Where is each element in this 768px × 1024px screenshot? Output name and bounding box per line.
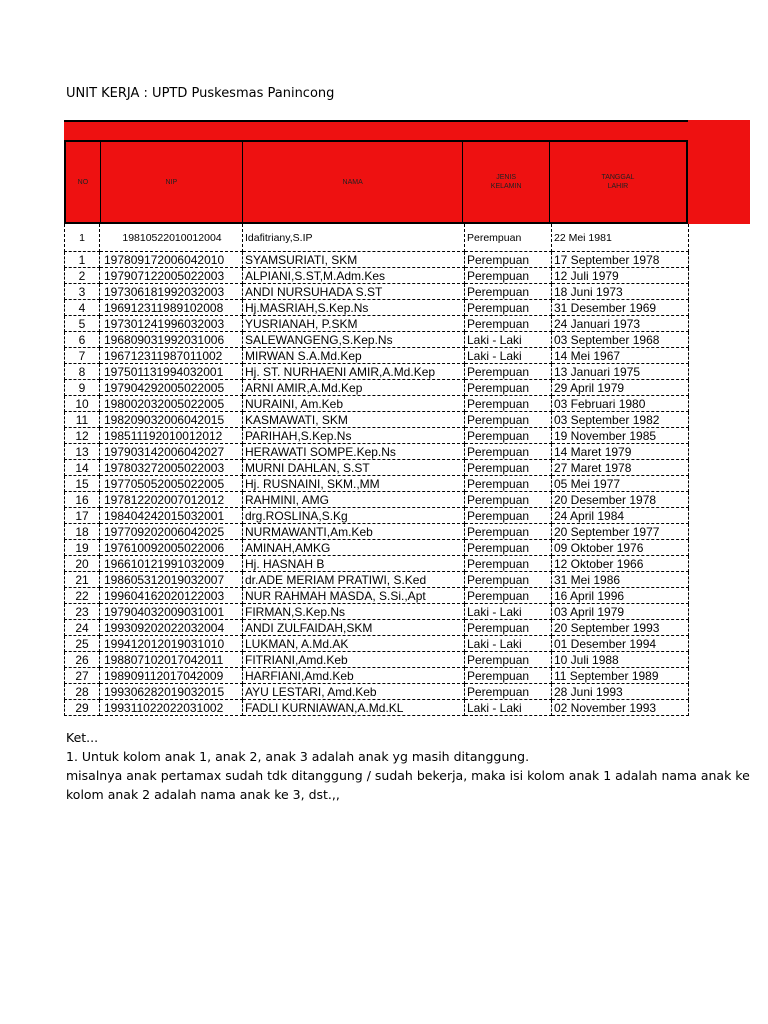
cell-jenis-kelamin: Perempuan	[465, 224, 552, 252]
cell-jenis-kelamin: Perempuan	[465, 492, 552, 508]
cell-no: 28	[65, 684, 100, 700]
cell-tanggal-lahir: 03 September 1968	[552, 332, 689, 348]
cell-no: 8	[65, 364, 100, 380]
cell-tanggal-lahir: 14 Mei 1967	[552, 348, 689, 364]
cell-tanggal-lahir: 24 April 1984	[552, 508, 689, 524]
cell-nip: 197809172006042010	[100, 252, 243, 268]
table-row	[65, 556, 689, 572]
cell-tanggal-lahir: 05 Mei 1977	[552, 476, 689, 492]
table-row	[65, 396, 689, 412]
cell-jenis-kelamin: Perempuan	[465, 364, 552, 380]
cell-jenis-kelamin: Perempuan	[465, 300, 552, 316]
cell-nip: 197301241996032003	[100, 316, 243, 332]
cell-no: 6	[65, 332, 100, 348]
cell-no: 13	[65, 444, 100, 460]
cell-nama: LUKMAN, A.Md.AK	[243, 636, 465, 652]
table-row	[65, 604, 689, 620]
cell-no: 2	[65, 268, 100, 284]
cell-jenis-kelamin: Perempuan	[465, 252, 552, 268]
cell-tanggal-lahir: 18 Juni 1973	[552, 284, 689, 300]
cell-tanggal-lahir: 17 September 1978	[552, 252, 689, 268]
cell-tanggal-lahir: 31 Desember 1969	[552, 300, 689, 316]
cell-no: 15	[65, 476, 100, 492]
cell-nip: 198511192010012012	[100, 428, 243, 444]
cell-tanggal-lahir: 14 Maret 1979	[552, 444, 689, 460]
cell-jenis-kelamin: Perempuan	[465, 412, 552, 428]
cell-jenis-kelamin: Perempuan	[465, 428, 552, 444]
cell-tanggal-lahir: 12 Juli 1979	[552, 268, 689, 284]
cell-no: 20	[65, 556, 100, 572]
cell-tanggal-lahir: 03 April 1979	[552, 604, 689, 620]
cell-tanggal-lahir: 24 Januari 1973	[552, 316, 689, 332]
cell-no: 29	[65, 700, 100, 716]
cell-jenis-kelamin: Perempuan	[465, 396, 552, 412]
cell-tanggal-lahir: 20 September 1977	[552, 524, 689, 540]
cell-no: 27	[65, 668, 100, 684]
cell-tanggal-lahir: 28 Juni 1993	[552, 684, 689, 700]
cell-nama: Hj. HASNAH B	[243, 556, 465, 572]
table-row	[65, 476, 689, 492]
cell-nip: 199604162020122003	[100, 588, 243, 604]
table-row	[65, 412, 689, 428]
table-row	[65, 620, 689, 636]
cell-nip: 197709202006042025	[100, 524, 243, 540]
cell-jenis-kelamin: Perempuan	[465, 476, 552, 492]
cell-nama: KASMAWATI, SKM	[243, 412, 465, 428]
cell-nip: 198002032005022005	[100, 396, 243, 412]
notes-line-3: kolom anak 2 adalah nama anak ke 3, dst.,,	[66, 787, 340, 802]
cell-tanggal-lahir: 11 September 1989	[552, 668, 689, 684]
cell-no: 21	[65, 572, 100, 588]
cell-jenis-kelamin: Perempuan	[465, 380, 552, 396]
cell-nama: NURAINI, Am.Keb	[243, 396, 465, 412]
notes-line-1: 1. Untuk kolom anak 1, anak 2, anak 3 adalah anak yg masih ditanggung.	[66, 749, 530, 764]
cell-jenis-kelamin: Perempuan	[465, 684, 552, 700]
header-band	[64, 120, 750, 142]
table-row	[65, 252, 689, 268]
table-row	[65, 364, 689, 380]
cell-nama: ANDI ZULFAIDAH,SKM	[243, 620, 465, 636]
notes	[66, 728, 750, 804]
cell-nip: 199309202022032004	[100, 620, 243, 636]
cell-no: 1	[65, 224, 100, 252]
notes-title: Ket...	[66, 730, 99, 745]
header-nip: NIP	[101, 142, 243, 222]
cell-tanggal-lahir: 16 April 1996	[552, 588, 689, 604]
cell-nip: 196809031992031006	[100, 332, 243, 348]
cell-nama: FITRIANI,Amd.Keb	[243, 652, 465, 668]
header-extension-block	[688, 120, 750, 224]
cell-nama: ANDI NURSUHADA S.ST	[243, 284, 465, 300]
cell-no: 16	[65, 492, 100, 508]
notes-line-2: misalnya anak pertamax sudah tdk ditanggung / sudah bekerja, maka isi kolom anak 1 adalah nama anak ke	[66, 768, 750, 783]
cell-nama: drg.ROSLINA,S.Kg	[243, 508, 465, 524]
table-row	[65, 224, 689, 252]
cell-nip: 198909112017042009	[100, 668, 243, 684]
cell-tanggal-lahir: 01 Desember 1994	[552, 636, 689, 652]
table-row	[65, 588, 689, 604]
cell-no: 19	[65, 540, 100, 556]
cell-tanggal-lahir: 27 Maret 1978	[552, 460, 689, 476]
cell-tanggal-lahir: 12 Oktober 1966	[552, 556, 689, 572]
cell-no: 14	[65, 460, 100, 476]
cell-nama: ALPIANI,S.ST,M.Adm.Kes	[243, 268, 465, 284]
cell-no: 9	[65, 380, 100, 396]
cell-nip: 199412012019031010	[100, 636, 243, 652]
cell-no: 5	[65, 316, 100, 332]
cell-nama: NUR RAHMAH MASDA, S.Si.,Apt	[243, 588, 465, 604]
cell-tanggal-lahir: 19 November 1985	[552, 428, 689, 444]
cell-nip: 197610092005022006	[100, 540, 243, 556]
cell-nip: 198404242015032001	[100, 508, 243, 524]
cell-nama: ARNI AMIR,A.Md.Kep	[243, 380, 465, 396]
header-nama: NAMA	[243, 142, 464, 222]
cell-no: 18	[65, 524, 100, 540]
cell-no: 4	[65, 300, 100, 316]
cell-nama: NURMAWANTI,Am.Keb	[243, 524, 465, 540]
cell-nama: SYAMSURIATI, SKM	[243, 252, 465, 268]
cell-nip: 197907122005022003	[100, 268, 243, 284]
cell-jenis-kelamin: Perempuan	[465, 268, 552, 284]
cell-nama: FIRMAN,S.Kep.Ns	[243, 604, 465, 620]
cell-nama: AYU LESTARI, Amd.Keb	[243, 684, 465, 700]
cell-jenis-kelamin: Laki - Laki	[465, 604, 552, 620]
cell-jenis-kelamin: Perempuan	[465, 460, 552, 476]
table-header	[64, 140, 688, 224]
cell-tanggal-lahir: 09 Oktober 1976	[552, 540, 689, 556]
cell-nip: 198209032006042015	[100, 412, 243, 428]
cell-tanggal-lahir: 22 Mei 1981	[552, 224, 689, 252]
table-row	[65, 636, 689, 652]
cell-jenis-kelamin: Perempuan	[465, 572, 552, 588]
cell-nip: 198807102017042011	[100, 652, 243, 668]
cell-tanggal-lahir: 10 Juli 1988	[552, 652, 689, 668]
cell-nama: MURNI DAHLAN, S.ST	[243, 460, 465, 476]
cell-nip: 197306181992032003	[100, 284, 243, 300]
cell-no: 17	[65, 508, 100, 524]
cell-nip: 197812202007012012	[100, 492, 243, 508]
cell-nama: HARFIANI,Amd.Keb	[243, 668, 465, 684]
cell-no: 12	[65, 428, 100, 444]
cell-nip: 198605312019032007	[100, 572, 243, 588]
cell-nama: YUSRIANAH, P.SKM	[243, 316, 465, 332]
cell-jenis-kelamin: Perempuan	[465, 588, 552, 604]
cell-jenis-kelamin: Perempuan	[465, 444, 552, 460]
cell-nip: 197904292005022005	[100, 380, 243, 396]
cell-no: 26	[65, 652, 100, 668]
cell-nama: Hj. RUSNAINI, SKM.,MM	[243, 476, 465, 492]
cell-nip: 197904032009031001	[100, 604, 243, 620]
cell-tanggal-lahir: 20 Desember 1978	[552, 492, 689, 508]
unit-kerja-title: UNIT KERJA : UPTD Puskesmas Panincong	[66, 86, 335, 101]
cell-jenis-kelamin: Laki - Laki	[465, 348, 552, 364]
cell-tanggal-lahir: 31 Mei 1986	[552, 572, 689, 588]
cell-nip: 197903142006042027	[100, 444, 243, 460]
cell-no: 25	[65, 636, 100, 652]
cell-nip: 199311022022031002	[100, 700, 243, 716]
cell-no: 24	[65, 620, 100, 636]
cell-nama: Hj.MASRIAH,S.Kep.Ns	[243, 300, 465, 316]
header-jenis-kelamin: JENIS KELAMIN	[463, 142, 549, 222]
cell-nip: 199306282019032015	[100, 684, 243, 700]
cell-nama: PARIHAH,S.Kep.Ns	[243, 428, 465, 444]
cell-nama: HERAWATI SOMPE.Kep.Ns	[243, 444, 465, 460]
cell-jenis-kelamin: Perempuan	[465, 316, 552, 332]
cell-jenis-kelamin: Laki - Laki	[465, 636, 552, 652]
cell-nip: 196610121991032009	[100, 556, 243, 572]
cell-jenis-kelamin: Perempuan	[465, 284, 552, 300]
cell-jenis-kelamin: Laki - Laki	[465, 332, 552, 348]
table-row	[65, 668, 689, 684]
table-row	[65, 332, 689, 348]
cell-nama: AMINAH,AMKG	[243, 540, 465, 556]
cell-no: 11	[65, 412, 100, 428]
cell-tanggal-lahir: 20 September 1993	[552, 620, 689, 636]
cell-jenis-kelamin: Perempuan	[465, 524, 552, 540]
cell-nip: 197803272005022003	[100, 460, 243, 476]
cell-jenis-kelamin: Perempuan	[465, 668, 552, 684]
cell-nip: 197705052005022005	[100, 476, 243, 492]
cell-tanggal-lahir: 03 Februari 1980	[552, 396, 689, 412]
cell-jenis-kelamin: Perempuan	[465, 620, 552, 636]
table-row	[65, 684, 689, 700]
table-row	[65, 444, 689, 460]
table-row	[65, 460, 689, 476]
cell-no: 7	[65, 348, 100, 364]
table-row	[65, 540, 689, 556]
cell-jenis-kelamin: Perempuan	[465, 556, 552, 572]
table-row	[65, 652, 689, 668]
cell-nama: Idafitriany,S.IP	[243, 224, 465, 252]
table-row	[65, 508, 689, 524]
cell-nama: dr.ADE MERIAM PRATIWI, S.Ked	[243, 572, 465, 588]
table-row	[65, 700, 689, 716]
cell-jenis-kelamin: Laki - Laki	[465, 700, 552, 716]
cell-nip: 197501131994032001	[100, 364, 243, 380]
table-row	[65, 268, 689, 284]
cell-nip: 196912311989102008	[100, 300, 243, 316]
cell-nama: Hj. ST. NURHAENI AMIR,A.Md.Kep	[243, 364, 465, 380]
cell-jenis-kelamin: Perempuan	[465, 540, 552, 556]
cell-tanggal-lahir: 02 November 1993	[552, 700, 689, 716]
table-row	[65, 380, 689, 396]
cell-tanggal-lahir: 13 Januari 1975	[552, 364, 689, 380]
table-row	[65, 524, 689, 540]
table-row	[65, 284, 689, 300]
table-row	[65, 316, 689, 332]
header-no: NO	[66, 142, 101, 222]
table-row	[65, 492, 689, 508]
table-row	[65, 300, 689, 316]
employee-table	[64, 224, 689, 716]
cell-no: 23	[65, 604, 100, 620]
cell-tanggal-lahir: 29 April 1979	[552, 380, 689, 396]
cell-nip: 196712311987011002	[100, 348, 243, 364]
header-tanggal-lahir: TANGGAL LAHIR	[601, 174, 635, 190]
table-row	[65, 572, 689, 588]
table-row	[65, 428, 689, 444]
cell-nip: 19810522010012004	[100, 224, 243, 252]
cell-nama: RAHMINI, AMG	[243, 492, 465, 508]
cell-no: 10	[65, 396, 100, 412]
cell-no: 1	[65, 252, 100, 268]
cell-no: 3	[65, 284, 100, 300]
cell-jenis-kelamin: Perempuan	[465, 652, 552, 668]
cell-nama: MIRWAN S.A.Md.Kep	[243, 348, 465, 364]
table-row	[65, 348, 689, 364]
cell-no: 22	[65, 588, 100, 604]
cell-nama: FADLI KURNIAWAN,A.Md.KL	[243, 700, 465, 716]
cell-jenis-kelamin: Perempuan	[465, 508, 552, 524]
cell-tanggal-lahir: 03 September 1982	[552, 412, 689, 428]
cell-nama: SALEWANGENG,S.Kep.Ns	[243, 332, 465, 348]
